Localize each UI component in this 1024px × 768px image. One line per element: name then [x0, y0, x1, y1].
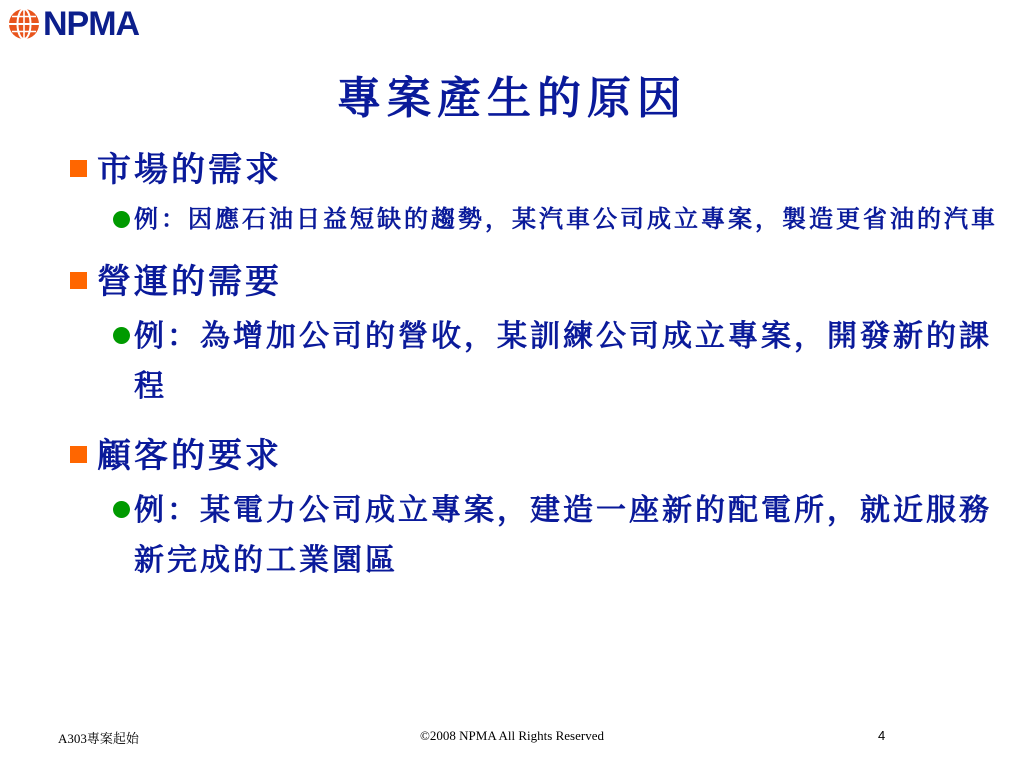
section-heading: 市場的需求	[97, 150, 282, 190]
section-heading: 營運的需要	[97, 262, 282, 302]
bullet-level1	[68, 260, 998, 304]
slide-content	[68, 148, 998, 608]
page-title: 專案產生的原因	[337, 73, 687, 124]
orange-square-bullet-icon	[70, 446, 87, 463]
section-operational-need	[68, 260, 998, 412]
footer-copyright: ©2008 NPMA All Rights Reserved	[420, 728, 604, 743]
section-heading: 顧客的要求	[97, 436, 282, 476]
section-detail: 例：因應石油日益短缺的趨勢，某汽車公司成立專案，製造更省油的汽車	[134, 204, 998, 233]
bullet-level2	[113, 312, 998, 412]
bullet-level1	[68, 148, 998, 192]
section-detail: 例：某電力公司成立專案，建造一座新的配電所，就近服務新完成的工業園區	[134, 493, 992, 578]
page-number: 4	[878, 728, 886, 743]
section-market-demand	[68, 148, 998, 238]
orange-square-bullet-icon	[70, 160, 87, 177]
orange-square-bullet-icon	[70, 272, 87, 289]
green-circle-bullet-icon	[113, 327, 130, 344]
green-circle-bullet-icon	[113, 501, 130, 518]
logo-text: NPMA	[43, 5, 140, 43]
footer-course-code: A303專案起始	[58, 731, 139, 746]
section-detail: 例：為增加公司的營收，某訓練公司成立專案，開發新的課程	[134, 319, 992, 404]
npma-logo	[8, 6, 139, 42]
green-circle-bullet-icon	[113, 211, 130, 228]
section-customer-request	[68, 434, 998, 586]
globe-logo-icon	[8, 8, 40, 40]
bullet-level2	[113, 486, 998, 586]
bullet-level2	[113, 200, 998, 238]
bullet-level1	[68, 434, 998, 478]
